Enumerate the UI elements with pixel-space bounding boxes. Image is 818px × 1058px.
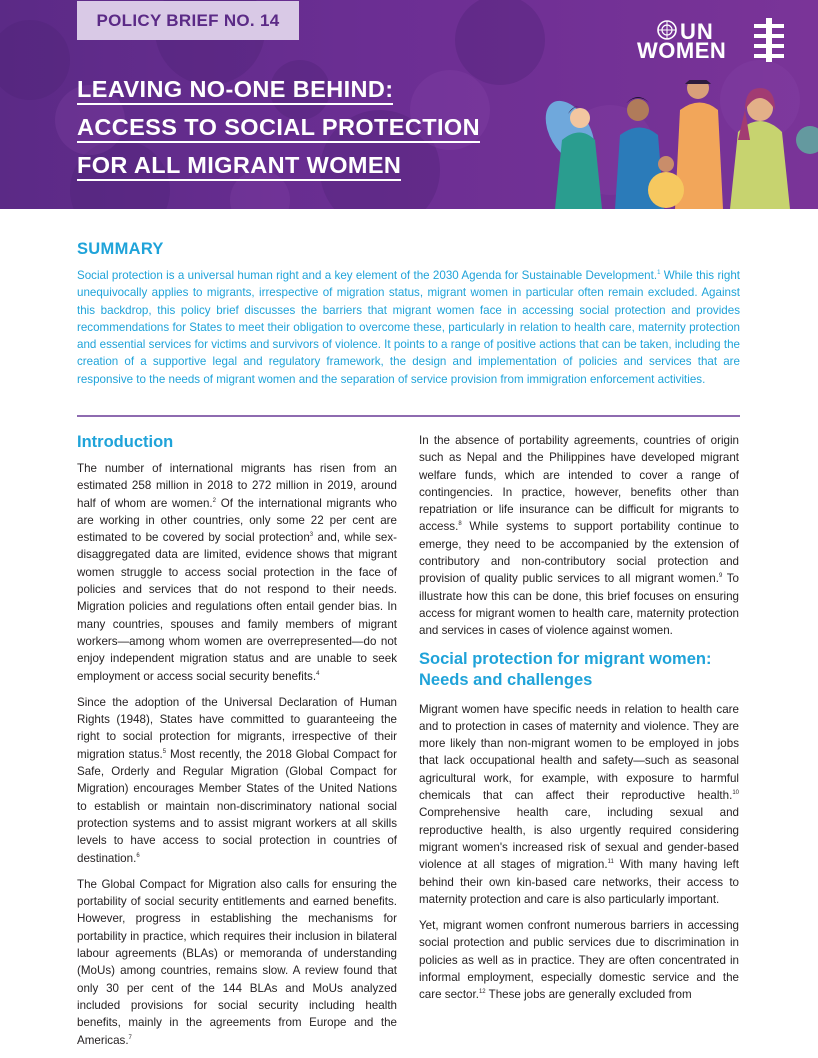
intro-paragraph-1: The number of international migrants has risen from an estimated 258 million in 2018 to 272 million in 2019, around half of whom are women.$^2$ Of the international migrants who are working in other countries, only some 22 per cent are estimated to be covered by social protection$^3$ and, while sex-disaggregated data are limited, evidence shows that migrant women struggle to access social protection in the face of policies and services that do not respond to their needs. Migration policies and regulations often entail gender bias. In many countries, spouses and family members of migrant workers—among whom women are overrepresented—do not enjoy independent migration status and are unable to seek employment or access social security benefits.$^4$ — [77, 462, 397, 683]
right-paragraph-1: In the absence of portability agreements, countries of origin such as Nepal and the Philippines have developed migrant welfare funds, which are intended to cover a range of contingencies. In practice, however, benefits other than repatriation or life insurance can be difficult for migrants to access.$^8$ While systems to support portability continue to emerge, they need to be accompanied by the extension of contributory and non-contributory social protection and provision of quality public services to all migrant women.$^9$ To illustrate how this can be done, this brief focuses on ensuring access for migrant women to health care, maternity protection and services in cases of violence against women. — [419, 434, 739, 638]
right-column — [419, 432, 739, 1013]
summary-heading: SUMMARY — [77, 240, 164, 258]
footnote-marker: 3 — [309, 532, 314, 539]
summary-text: Social protection is a universal human right and a key element of the 2030 Agenda for Sustainable Development.$^1$ While this right unequivocally applies to migrants, irrespective of migration status, migrant women in particular often remain excluded. Against this backdrop, this policy brief discusses the barriers that migrant women face in accessing social protection and provides recommendations for States to meet their obligation to overcome these, particularly in relation to health care, maternity protection and essential services for victims and survivors of violence. It points to a range of positive actions that can be taken, including the creation of a supportive legal and regulatory framework, the design and implementation of policies and services that are responsive to the needs of migrant women and the separation of service provision from immigration enforcement activities. — [77, 269, 740, 386]
right-paragraph-2: Migrant women have specific needs in relation to health care and to protection in cases of maternity and violence. They are more likely than non-migrant women to be employed in jobs that lack occupational health and safety—such as seasonal agricultural work, for example, with exposure to harmful chemicals that can affect their reproductive health.$^{10}$ Comprehensive health care, including sexual and reproductive health, is also urgently required considering migrant women's increased risk of sexual and gender-based violence at all stages of migration.$^{11}$ With many having left behind their own kin-based care networks, their access to maternity protection and care is also particularly important. — [419, 702, 739, 906]
footnote-marker: 5 — [162, 748, 167, 755]
header-banner — [0, 0, 818, 209]
left-column — [77, 432, 397, 1058]
right-paragraph-3: Yet, migrant women confront numerous barriers in accessing social protection and public services due to discrimination in policies as well as in practice. They are often concentrated in informal employment, especially domestic service and the care sector.$^{12}$ These jobs are generally excluded from — [419, 919, 739, 1002]
section-divider — [77, 415, 740, 417]
women-symbol-icon — [754, 18, 784, 62]
needs-challenges-heading: Social protection for migrant women: Needs and challenges — [419, 649, 712, 689]
page-title — [77, 76, 547, 190]
un-women-logo — [636, 17, 786, 67]
intro-paragraph-3: The Global Compact for Migration also calls for ensuring the portability of social security entitlements and earned benefits. However, progress in establishing the mechanisms for portability in practice, which requires their inclusion in bilateral labour agreements (BLAs) or memoranda of understanding (MoUs) among countries, remains slow. A review found that only 30 per cent of the 144 BLAs and MoUs analyzed included provisions for social security including health benefits, mainly in the agreements from Europe and the Americas.$^7$ — [77, 877, 397, 1047]
footnote-marker: 4 — [316, 670, 320, 677]
title-line-2: ACCESS TO SOCIAL PROTECTION — [77, 114, 480, 143]
footnote-marker: 2 — [212, 497, 216, 504]
intro-paragraph-2: Since the adoption of the Universal Declaration of Human Rights (1948), States have committed to guaranteeing the right to social protection for migrants, irrespective of their migration status.$^5$ Most recently, the 2018 Global Compact for Safe, Orderly and Regular Migration (Global Compact for Migration) encourages Member States of the United Nations to establish or maintain non-discriminatory national social protection systems and to assist migrant workers at all skills levels to have access to social protection in countries of destination.$^6$ — [77, 695, 397, 865]
footnote-marker: 8 — [458, 521, 462, 528]
summary-section — [77, 240, 740, 388]
women-illustration — [540, 80, 818, 209]
title-line-1: LEAVING NO-ONE BEHIND: — [77, 76, 393, 105]
introduction-heading: Introduction — [77, 433, 174, 451]
logo-women-text: WOMEN — [637, 38, 727, 63]
footnote-marker: 10 — [732, 790, 739, 797]
footnote-marker: 9 — [718, 573, 723, 580]
footnote-marker: 11 — [607, 859, 614, 866]
logo-un-text: UN — [680, 19, 714, 44]
footnote-marker: 6 — [136, 852, 140, 859]
footnote-marker: 12 — [478, 989, 486, 996]
footnote-marker: 1 — [657, 270, 661, 277]
footnote-marker: 7 — [128, 1034, 132, 1041]
policy-brief-badge: POLICY BRIEF NO. 14 — [77, 1, 299, 40]
title-line-3: FOR ALL MIGRANT WOMEN — [77, 152, 401, 181]
